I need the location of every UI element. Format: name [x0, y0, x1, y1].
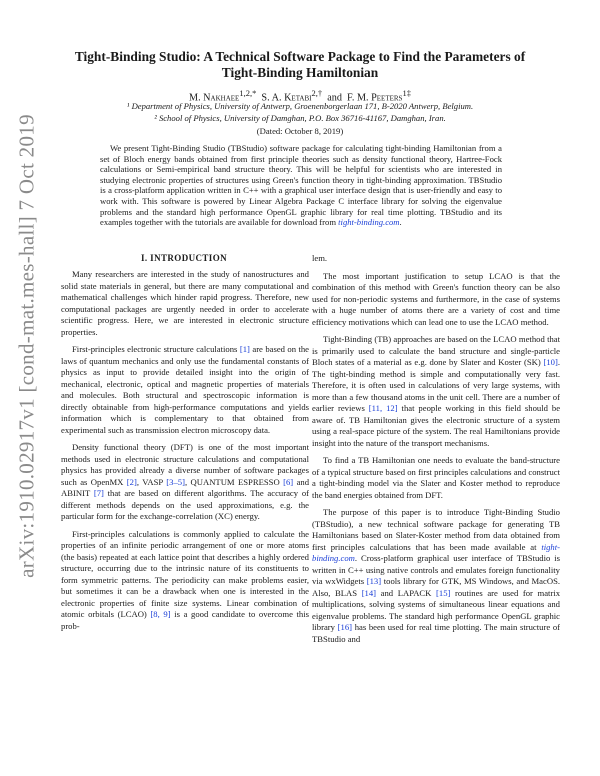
title-line-1: Tight-Binding Studio: A Technical Software Package to Find the Parameters of [74, 49, 526, 64]
left-paragraph-3: Density functional theory (DFT) is one of the most important methods used in electronic structure calculations and computational physics has provided already a diverse number of software packages such as OpenMX [2], VASP [3–5], QUANTUM ESPRESSO [6] and ABINIT [7] that are based on different algorithms. The accuracy of different methods depends on the used approximations, e.g. the particular form for the exchange-correlation (XC) energy. [61, 442, 310, 521]
citation-link[interactable]: [11, 12] [368, 403, 398, 413]
citation-link[interactable]: [13] [366, 576, 382, 586]
affiliation-2: ² School of Physics, University of Damghan, P.O. Box 36716-41167, Damghan, Iran. [154, 113, 446, 123]
section-heading-introduction: I. INTRODUCTION [140, 253, 227, 263]
citation-link[interactable]: [7] [93, 488, 104, 498]
author-3-affil: 1‡ [402, 88, 411, 98]
paper-title [70, 49, 530, 80]
author-1: M. Nakhaee [189, 92, 240, 104]
citation-link[interactable]: [3–5] [166, 476, 185, 487]
abstract-text: We present Tight-Binding Studio (TBStudio) software package for calculating tight-binding Hamiltonian from a set of Bloch energy bands obtained from first principle theories such as density functional theory, Hartree-Fock calculations or Semi-empirical band structure theory. This will be helpful for scientists who are interested in studying electronic properties of structures using Green's function theory in tight-binding approximation. TBStudio is a cross-platform application written in C++ with a graphical user interface design that is user-friendly and easy to work with. This software is powered by Linear Algebra Package C interface library for solving the eigenvalue problems and the standard high performance OpenGL graphic library for real time plotting. TBStudio and its examples together with the tutorials are available for download from [100, 143, 502, 228]
right-paragraph-1: The most important justification to setup LCAO is that the combination of this method with Green's function theory can be also used for non-periodic systems and furthermore, in the case of systems with a huge number of atoms there are a variety of cost and time efficiency motivations which can lead one to use the LCAO method. [312, 270, 560, 327]
left-column [61, 269, 309, 638]
affiliation-1: ¹ Department of Physics, University of Antwerp, Groenenborgerlaan 171, B-2020 Antwerp, Belgium. [126, 101, 474, 111]
website-link[interactable]: tight-binding.com [312, 541, 561, 563]
author-2-affil: 2,† [311, 88, 323, 98]
arxiv-stamp [4, 96, 50, 596]
citation-link[interactable]: [15] [436, 587, 451, 598]
citation-link[interactable]: [16] [337, 622, 353, 632]
left-paragraph-2: First-principles electronic structure calculations [1] are based on the laws of quantum mechanics and only use the fundamental constants of physics as input to provide detailed insight into the origin of mechanical, electronic, optical and magnetic properties of materials and molecules. Both structural and spectroscopic information is directly obtainable from high-performance computations and yields information which is complementary to that obtained from experimental such as transmission electron microscopy data. [61, 344, 310, 435]
arxiv-id: arXiv:1910.02917v1 [cond-mat.mes-hall] 7 Oct 2019 [14, 114, 39, 578]
left-paragraph-4: First-principles calculations is commonly applied to calculate the properties of an infinite periodic arrangement of one or more atoms (the basis) repeated at each lattice point that describes a highly ordered structure, occurring due to the intrinsic nature of its constituents to form symmetric patterns. The periodicity can make problems easier, but sometimes it can be a drawback when one is interested in the electronic properties of finite size systems. Linear combination of atomic orbitals (LCAO) [8, 9] is a good candidate to overcome this prob- [61, 528, 309, 631]
author-1-affil: 1,2,* [239, 88, 257, 98]
right-paragraph-4: The purpose of this paper is to introduce Tight-Binding Studio (TBStudio), a new technical software package for generating TB Hamiltonians based on Slater-Koster method from data obtained from first principles calculations that has been made available at tight-binding.com. Cross-platform graphical user interface of TBStudio is written in C++ using native controls and emulates foreign functionality via wxWidgets [13] tools library for GTK, MS Windows, and MacOS. Also, BLAS [14] and LAPACK [15] routines are used for matrix multiplications, solving systems of simultaneous linear equations and eigenvalue problems. The standard high performance OpenGL graphic library [16] has been used for real time plotting. The main structure of TBStudio and [312, 507, 561, 644]
dated-line: (Dated: October 8, 2019) [256, 126, 344, 136]
author-3: F. M. Peeters [347, 92, 403, 104]
right-paragraph-2: Tight-Binding (TB) approaches are based on the LCAO method that is primarily used to calculate the band structure and single-particle Bloch states of a material as e.g. done by Slater and Koster (SK) [10]. The tight-binding method is simple and computationally very fast. Therefore, it is often used in calculations of very large systems, with more than a few thousand atoms in the unit cell. There are a number of earlier reviews [11, 12] that people working in this field should be aware of. TB Hamiltonian gives the electronic structure of a system using a real-space picture of the system. The real Hamiltonians provide insight into the nature of the transport mechanisms. [312, 334, 561, 448]
right-column [312, 253, 560, 651]
abstract: We present Tight-Binding Studio (TBStudio) software package for calculating tight-binding Hamiltonian from a set of Bloch energy bands obtained from first principle theories such as density functional theory, Hartree-Fock calculations or Semi-empirical band structure theory. This will be helpful for scientists who are interested in studying electronic properties of structures using Green's function theory in tight-binding approximation. TBStudio is a cross-platform application written in C++ with a graphical user interface design that is user-friendly and easy to work with. This software is powered by Linear Algebra Package C interface library for solving the eigenvalue problems and the standard high performance OpenGL graphic library for real time plotting. TBStudio and its examples together with the tutorials are available for download from tight-binding.com. [100, 143, 502, 228]
citation-link[interactable]: [14] [361, 587, 377, 598]
citation-link[interactable]: [8, 9] [150, 609, 171, 619]
author-2: S. A. Ketabi [261, 92, 312, 104]
title-line-2: Tight-Binding Hamiltonian [221, 64, 379, 80]
citation-link[interactable]: [10] [543, 357, 558, 367]
citation-link[interactable]: [2] [126, 476, 137, 487]
abstract-link[interactable]: tight-binding.com [338, 217, 400, 228]
author-and: and [327, 92, 342, 104]
right-paragraph-0: lem. [312, 253, 328, 263]
citation-link[interactable]: [1] [239, 344, 250, 354]
citation-link[interactable]: [6] [283, 476, 294, 487]
left-paragraph-1: Many researchers are interested in the study of nanostructures and solid state materials in general, but there are many computational and mathematical challenges which hinder rapid progress. Therefore, new computational packages are urgently needed in order to accelerate scientific progress. Here, we are interested in electronic structure properties. [61, 269, 309, 337]
right-paragraph-3: To find a TB Hamiltonian one needs to evaluate the band-structure of a typical structure based on first principles calculations and construct a tight-binding model via the Slater and Koster method to reproduce the band energies obtained from DFT. [312, 455, 560, 500]
